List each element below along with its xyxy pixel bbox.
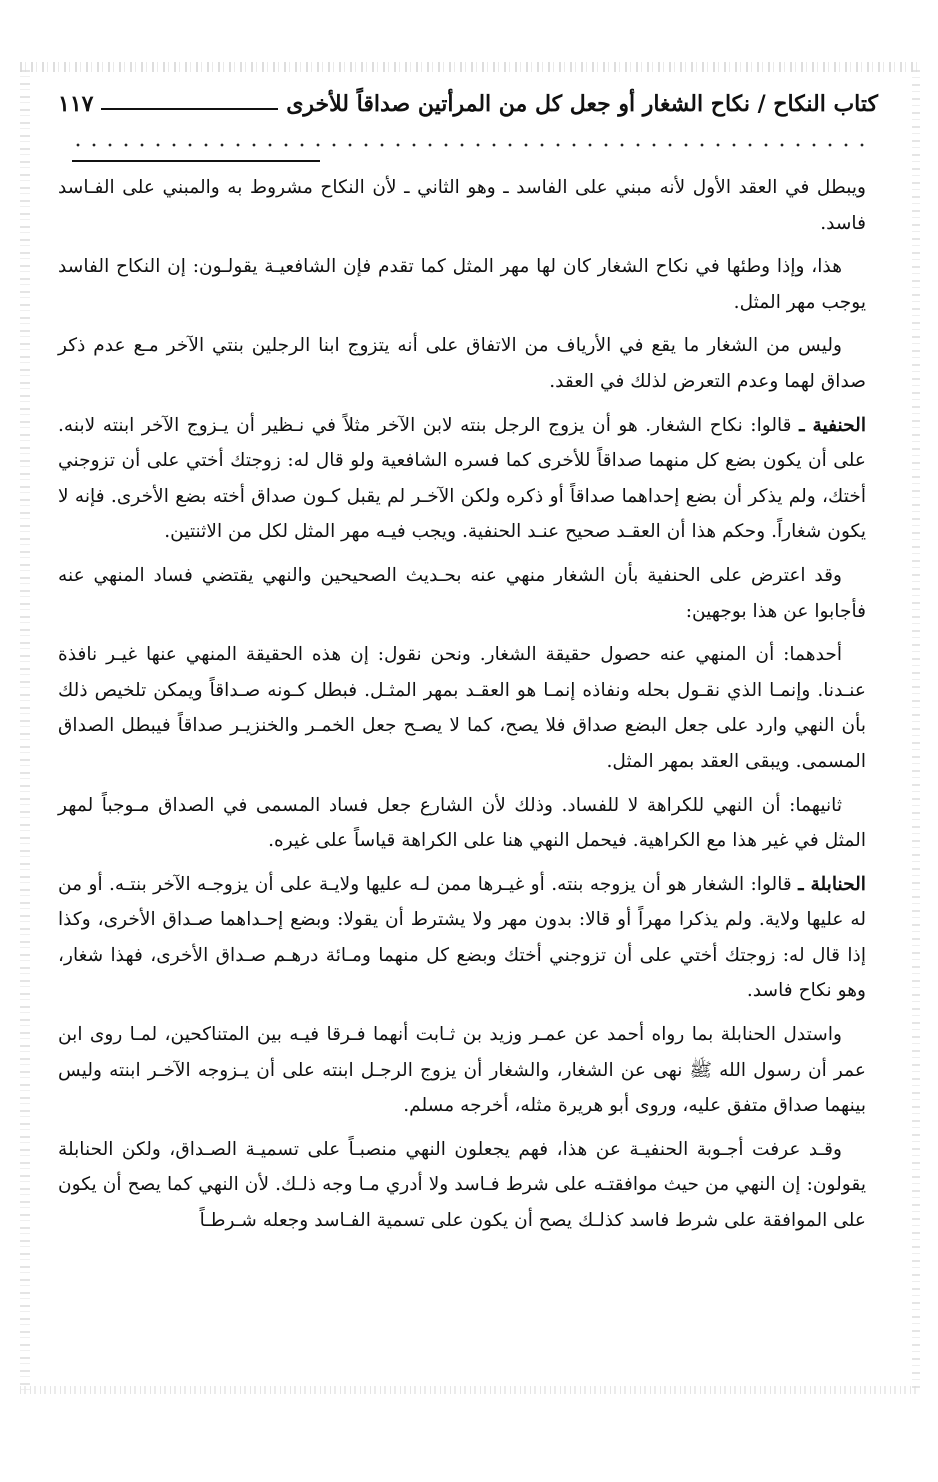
- page-header: [58, 84, 878, 124]
- paragraph-text: واستدل الحنابلة بما رواه أحمد عن عمـر وزيد بن ثـابت أنهما فـرقا فيـه بين المتناكحين، لمـا روى ابن عمر أن رسول الله ﷺ نهى عن الشغار، والشغار أن يزوج الرجـل ابنته على أن يـزوجه الآخـر ابنته وليس بينهما صداق متفق عليه، وروى أبو هريرة مثله، أخرجه مسلم.: [58, 1024, 866, 1117]
- paragraph: [58, 328, 866, 399]
- paragraph-text: قالوا: الشغار هو أن يزوجه بنته. أو غيـرها ممن لـه عليها ولايـة على أن يزوجـه الآخر بنتـه. أو من له عليها ولاية. ولم يذكرا مهراً أو قالا: بدون مهر ولا يشترط أن يقولا: وبضع إحـداهما صـداق الأخرى، وكذا إذا قال له: زوجتك أختي على أن تزوجني أختك وبضع كل منهما ومـائة درهـم صـداق الأخرى، فهذا شغار، وهو نكاح فاسد.: [58, 873, 866, 1002]
- paragraph: [58, 249, 866, 320]
- body-text: [58, 170, 866, 1247]
- paragraph: [58, 558, 866, 629]
- paragraph: [58, 408, 866, 550]
- scan-border-right: [912, 70, 920, 1390]
- paragraph: [58, 637, 866, 779]
- paragraph-text: أحدهما: أن المنهي عنه حصول حقيقة الشغار. ونحن نقول: إن هذه الحقيقة المنهي عنها غيـر نافذة عنـدنا. وإنمـا الذي نقـول بحله ونفاذه إنمـا هو العقـد بمهر المثـل. فبطل كـونه صـداقاً ويمكن تلخيص ذلك بأن النهي وارد على جعل البضع صداق فلا يصح، كما لا يصـح جعل الخمـر والخنزيـر صداقاً فيبطل الصداق المسمى. ويبقى العقد بمهر المثل.: [58, 644, 866, 772]
- school-heading-hanbali: الحنابلة ـ: [798, 873, 866, 895]
- section-rule: [72, 160, 320, 162]
- paragraph-text: وقـد عرفت أجـوبة الحنفيـة عن هذا، فهم يجعلون النهي منصبـاً على تسميـة الصـداق، ولكن الحنابلة يقولون: إن النهي من حيث موافقتـه على شرط فـاسد ولا أدري مـا وجه ذلـك. لأن النهي كما يصح أن يكون على الموافقة على شرط فاسد كذلـك يصح أن يكون على تسمية الفـاسد وجعله شـرطـاً: [58, 1138, 866, 1232]
- page-number: ١١٧: [58, 91, 94, 117]
- paragraph-text: قالوا: نكاح الشغار. هو أن يزوج الرجل بنته لابن الآخر مثلاً في نـظير أن يـزوج الآخر ابنته لابنه. على أن يكون بضع كل منهما صداقاً للأخرى كما فسره الشافعية ولو قال له: زوجتك أختي على أن تزوجني أختك، ولم يذكر أن بضع إحداهما صداقاً أو ذكره ولكن الآخـر لم يقبل كـون صداق أخته بضع الأخرى. فإنه لا يكون شغاراً. وحكم هذا أن العقـد صحيح عنـد الحنفية. ويجب فيـه مهر المثل لكل من الاثنتين.: [58, 414, 866, 543]
- scan-border-top: [20, 62, 918, 72]
- paragraph-text: ثانيهما: أن النهي للكراهة لا للفساد. وذلك لأن الشارع جعل فساد المسمى في الصداق مـوجباً لمهر المثل في غير هذا مع الكراهية. فيحمل النهي هنا على الكراهة قياساً على غيره.: [58, 794, 866, 852]
- paragraph-text: ويبطل في العقد الأول لأنه مبني على الفاسد ـ وهو الثاني ـ لأن النكاح مشروط به والمبني على الفـاسد فاسد.: [58, 177, 866, 234]
- paragraph-text: وقد اعترض على الحنفية بأن الشغار منهي عنه بحـديث الصحيحين والنهي يقتضي فساد المنهي عنه فأجابوا عن هذا بوجهين:: [58, 564, 866, 622]
- paragraph-text: هذا، وإذا وطئها في نكاح الشغار كان لها مهر المثل كما تقدم فإن الشافعيـة يقولـون: إن النكاح الفاسد يوجب مهر المثل.: [58, 256, 866, 313]
- paragraph: [58, 170, 866, 241]
- paragraph-text: وليس من الشغار ما يقع في الأرياف من الاتفاق على أنه يتزوج ابنا الرجلين بنتي الآخر مـع عدم ذكر صداق لهما وعدم التعرض لذلك في العقد.: [58, 335, 866, 392]
- paragraph: [58, 1017, 866, 1124]
- running-title: كتاب النكاح / نكاح الشغار أو جعل كل من المرأتين صداقاً للأخرى: [286, 91, 878, 117]
- paragraph: [58, 867, 866, 1009]
- dotted-divider: [70, 142, 876, 148]
- paragraph: [58, 788, 866, 859]
- header-rule: [101, 108, 278, 110]
- paragraph: [58, 1132, 866, 1239]
- school-heading-hanafi: الحنفية ـ: [799, 414, 866, 436]
- scan-border-left: [20, 70, 30, 1390]
- scan-border-bottom: [20, 1386, 918, 1394]
